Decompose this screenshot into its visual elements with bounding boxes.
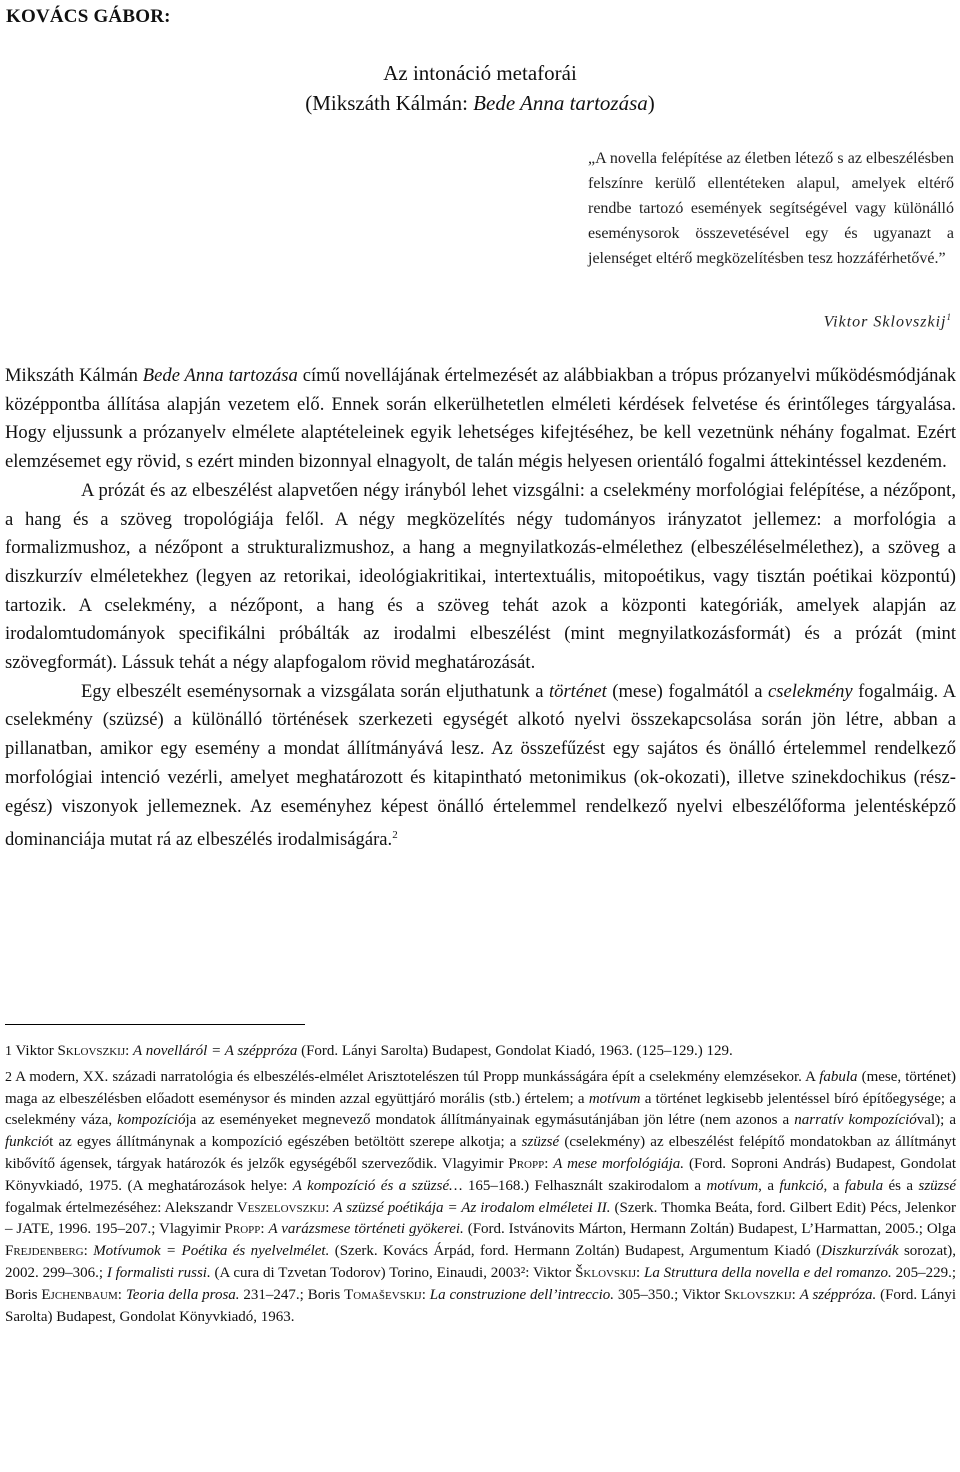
footnote-1: 1 Viktor Sklovszkij: A novelláról = A széppróza (Ford. Lányi Sarolta) Budapest, Gondolat Kiadó, 1963. (125–129.) 129. [5,1043,733,1059]
epigraph-text: „A novella felépítése az életben létező s az elbeszélésben felszínre kerülő ellentéteken alapul, amelyek eltérő rendbe tartozó események segítségével vagy különálló eseménysorok összevetésével egy és ugyanazt a jelenséget eltérő megközelítésben tesz hozzáférhetővé.” [588,150,954,267]
paragraph-2: A prózát és az elbeszélést alapvetően négy irányból lehet vizsgálni: a cselekmény morfológiai felépítése, a nézőpont, a hang és a szöveg tropológiája felől. A négy megközelítés négy tudományos irányzatot jellemez: a morfológia a formalizmushoz, a nézőpont a strukturalizmushoz, a hang a megnyilatkozás-elmélethez (elbeszéléselmélethez), a szöveg a diszkurzív elméletekhez (legyen az retorikai, ideológiakritikai, intertextuális, mitopoétikus, vagy tisztán poétikai központú) tartozik. A cselekmény, a nézőpont, a hang és a szöveg tehát azok a központi kategóriák, amelyek alapján az irodalomtudományok specifikálni próbálták az irodalmi elbeszélést (mint megnyilatkozásformát) és a prózát (mint szövegformát). Lássuk tehát a négy alapfogalom rövid meghatározását. [5,479,956,674]
title-line-2: (Mikszáth Kálmán: Bede Anna tartozása) [305,91,655,115]
paragraph-3: Egy elbeszélt eseménysornak a vizsgálata során eljuthatunk a történet (mese) fogalmától a cselekmény fogalmáig. A cselekmény (szüzsé) a különálló történések szerkezeti egységét alkotó nyelvi összekapcsolása során jön létre, abban a pillanatban, amikor egy esemény a mondat állítmányává lesz. Az összefűzést egy sajátos és önálló értelemmel rendelkező morfológiai intenció vezérli, amelyet meghatározott és kitapintható metonimikus (ok-okozati), illetve szinekdochikus (rész-egész) viszonyok jellemeznek. Az eseményhez képest önálló értelemmel rendelkező nyelvi elbeszélőforma jelentésképző dominanciája mutat rá az elbeszélés irodalmiságára.$^2$ [5,680,957,851]
title-line-1: Az intonáció metaforái [383,61,577,85]
footnote-2: 2 A modern, XX. századi narratológia és elbeszélés-elmélet Arisztotelészen túl Propp munkásságára épít a cselekmény elemzésekor. A fabula (mese, történet) maga az elbeszélésben előadott eseménysor és minden azzal együttjáró morális (stb.) értelem; a motívum a történet legkisebb jelentéssel bíró építőegysége; a cselekmény váza, kompozíciója az eseményeket megnevező mondatok állítmányainak egymásutánjában jön létre (nem azonos a narratív kompozícióval); a funkciót az egyes állítmánynak a kompozíció egészében betöltött szerepe alkotja; a szüzsé (cselekmény) az elbeszélést felépítő mondatokban az állítmányt kibővítő ágensek, tárgyak határozók és jelzők egységéből szerveződik. Vlagyimir Propp: A mese morfológiája. (Ford. Soproni András) Budapest, Gondolat Könyvkiadó, 1975. (A meghatározások helye: A kompozíció és a szüzsé… 165–168.) Felhasznált szakirodalom a motívum, a funkció, a fabula és a szüzsé fogalmak értelmezéséhez: Alekszandr Veszelovszkij: A szüzsé poétikája = Az irodalom elméletei II. (Szerk. Thomka Beáta, ford. Gilbert Edit) Pécs, Jelenkor – JATE, 1996. 195–207.; Vlagyimir Propp: A varázsmese történeti gyökerei. (Ford. Istvánovits Márton, Hermann Zoltán) Budapest, L’Harmattan, 2005.; Olga Frejdenberg: Motívumok = Poétika és nyelvelmélet. (Szerk. Kovács Árpád, ford. Hermann Zoltán) Budapest, Argumentum Kiadó (Diszkurzívák sorozat), 2002. 299–306.; I formalisti russi. (A cura di Tzvetan Todorov) Torino, Einaudi, 2003²: Viktor Šklovskij: La Struttura della novella e del romanzo. 205–229.; Boris Ejchenbaum: Teoria della prosa. 231–247.; Boris Tomaševskij: La construzione dell’intreccio. 305–350.; Viktor Sklovszkij: A széppróza. (Ford. Lányi Sarolta) Budapest, Gondolat Könyvkiadó, 1963. [5,1068,957,1325]
footnote-ref-1[interactable]: 1 [946,312,952,322]
work-title-inline: Bede Anna tartozása [142,365,298,386]
footnote-ref-2[interactable]: 2 [392,829,398,842]
body-text [5,362,956,855]
epigraph [588,146,954,271]
author-name: KOVÁCS GÁBOR: [6,6,171,27]
footnotes [5,1041,956,1332]
epigraph-attribution: Viktor Sklovszkij$^1$ [823,312,952,331]
paragraph-1: Mikszáth Kálmán Bede Anna tartozása című novellájának értelmezését az alábbiakban a trópus prózanyelvi működésmódjának középpontba állítása alapján vezetem elő. Ennek során elkerülhetetlen elméleti kérdések felvetése és érintőleges tárgyalása. Hogy eljussunk a prózanyelv elmélete alaptételeinek egyik lehetséges kifejtéséhez, be kell vezetnünk néhány fogalmat. Ezért elemzésemet egy rövid, s ezért minden bizonnyal elnagyolt, de talán mégis helyesen orientáló fogalmi áttekintéssel kezdeném. [5,365,956,473]
article-title [0,58,960,118]
work-title: Bede Anna tartozása [473,91,648,115]
footnote-divider [5,1024,305,1025]
